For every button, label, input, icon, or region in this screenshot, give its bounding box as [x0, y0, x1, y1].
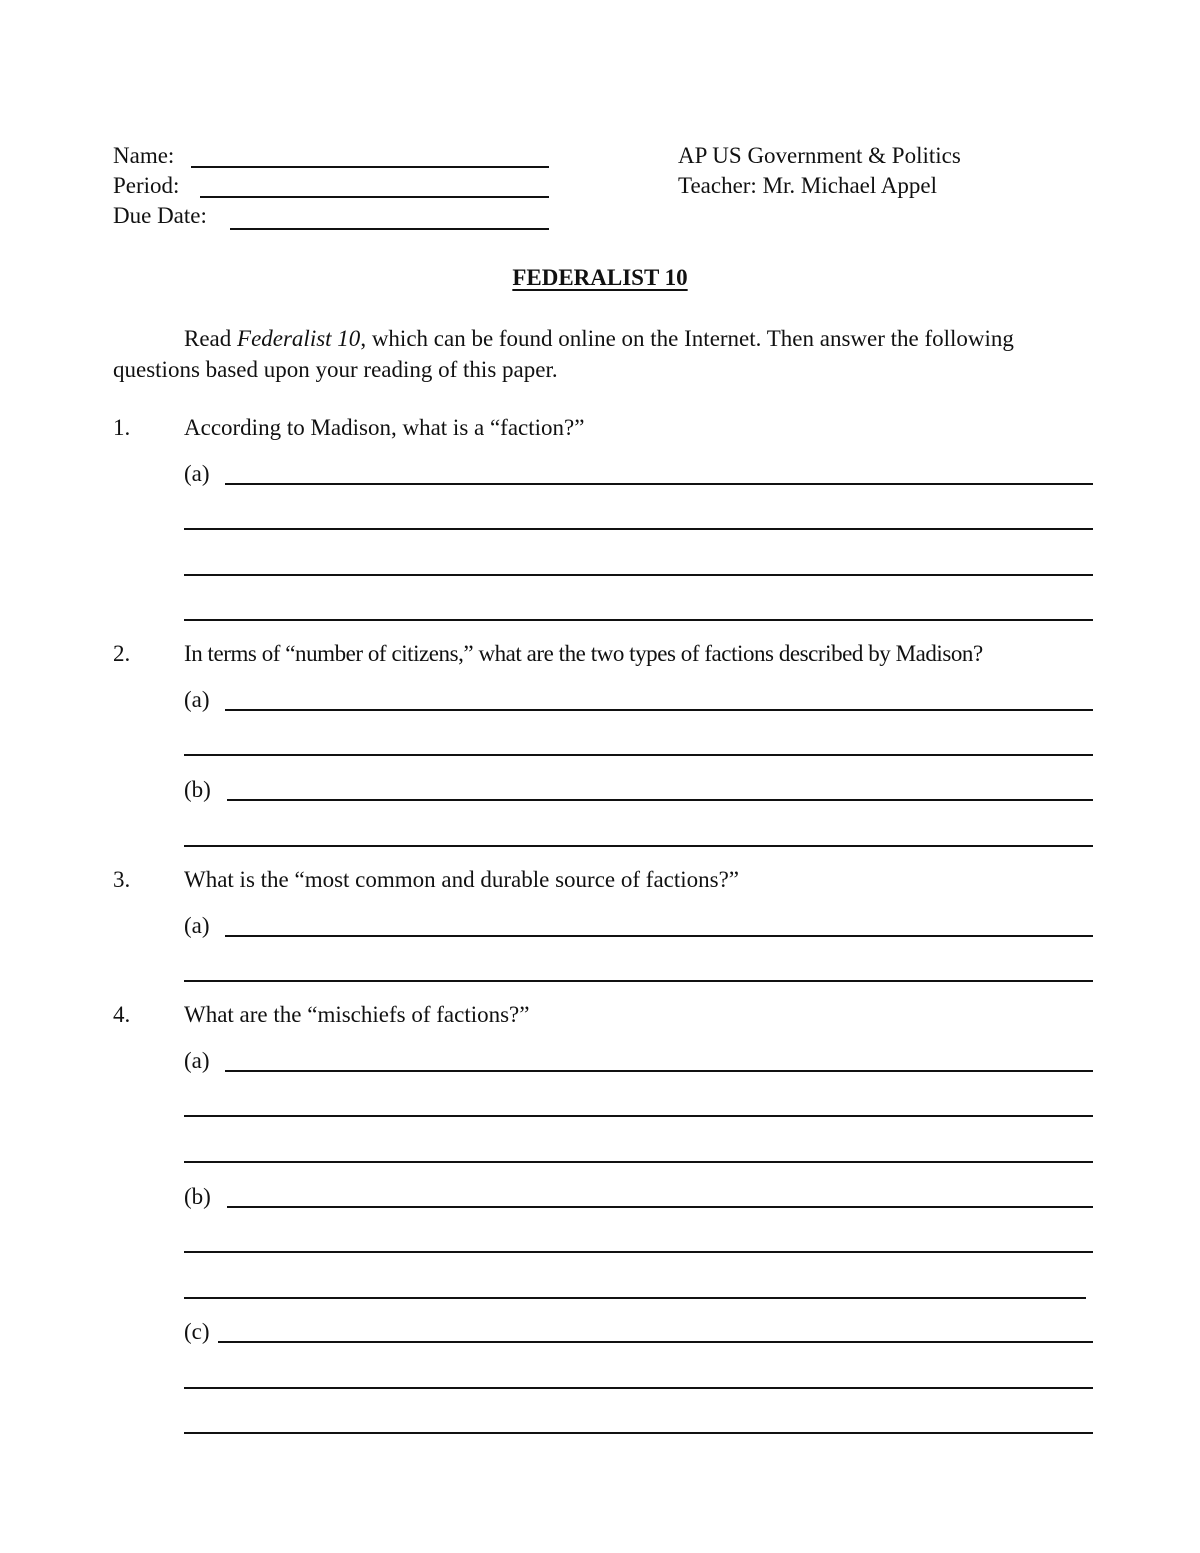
- answer-line[interactable]: [184, 1297, 1086, 1299]
- intro-document-title: Federalist 10: [237, 326, 361, 351]
- intro-lead: Read: [184, 326, 238, 351]
- answer-line[interactable]: [184, 845, 1093, 847]
- intro-rest: , which can be found online on the Internet. Then answer the following questions based upon your reading of this paper.: [113, 326, 1014, 382]
- name-label: Name:: [113, 143, 175, 168]
- answer-line[interactable]: [225, 709, 1093, 711]
- answer-line[interactable]: [227, 1206, 1093, 1208]
- answer-line[interactable]: [225, 935, 1093, 937]
- answer-label: (a): [184, 687, 210, 712]
- question-text: What are the “mischiefs of factions?”: [184, 1002, 530, 1027]
- due-date-label: Due Date:: [113, 203, 207, 228]
- answer-line[interactable]: [184, 1432, 1093, 1434]
- teacher-name: Teacher: Mr. Michael Appel: [678, 173, 937, 198]
- answer-line[interactable]: [227, 799, 1093, 801]
- question-number: 3.: [113, 867, 131, 892]
- answer-label: (a): [184, 1048, 210, 1073]
- due-date-field[interactable]: [230, 228, 549, 230]
- question-number: 2.: [113, 641, 131, 666]
- answer-line[interactable]: [184, 980, 1093, 982]
- answer-line[interactable]: [184, 754, 1093, 756]
- answer-label: (a): [184, 913, 210, 938]
- question-number: 1.: [113, 415, 131, 440]
- answer-line[interactable]: [225, 483, 1093, 485]
- answer-label: (b): [184, 1184, 211, 1209]
- name-field[interactable]: [191, 166, 549, 168]
- answer-line[interactable]: [184, 1251, 1093, 1253]
- answer-label: (a): [184, 461, 210, 486]
- answer-line[interactable]: [184, 528, 1093, 530]
- answer-line[interactable]: [218, 1341, 1093, 1343]
- answer-line[interactable]: [184, 1387, 1093, 1389]
- question-text: According to Madison, what is a “faction?”: [184, 415, 585, 440]
- answer-line[interactable]: [184, 574, 1093, 576]
- answer-line[interactable]: [184, 1115, 1093, 1117]
- answer-line[interactable]: [225, 1070, 1093, 1072]
- period-label: Period:: [113, 173, 180, 198]
- answer-line[interactable]: [184, 619, 1093, 621]
- period-field[interactable]: [200, 196, 549, 198]
- question-text: In terms of “number of citizens,” what are the two types of factions described by Madison?: [184, 641, 983, 666]
- answer-label: (b): [184, 777, 211, 802]
- intro-paragraph: [113, 323, 1103, 385]
- page-title: FEDERALIST 10: [512, 265, 688, 290]
- question-text: What is the “most common and durable source of factions?”: [184, 867, 740, 892]
- question-number: 4.: [113, 1002, 131, 1027]
- answer-label: (c): [184, 1319, 210, 1344]
- course-name: AP US Government & Politics: [678, 143, 961, 168]
- answer-line[interactable]: [184, 1161, 1093, 1163]
